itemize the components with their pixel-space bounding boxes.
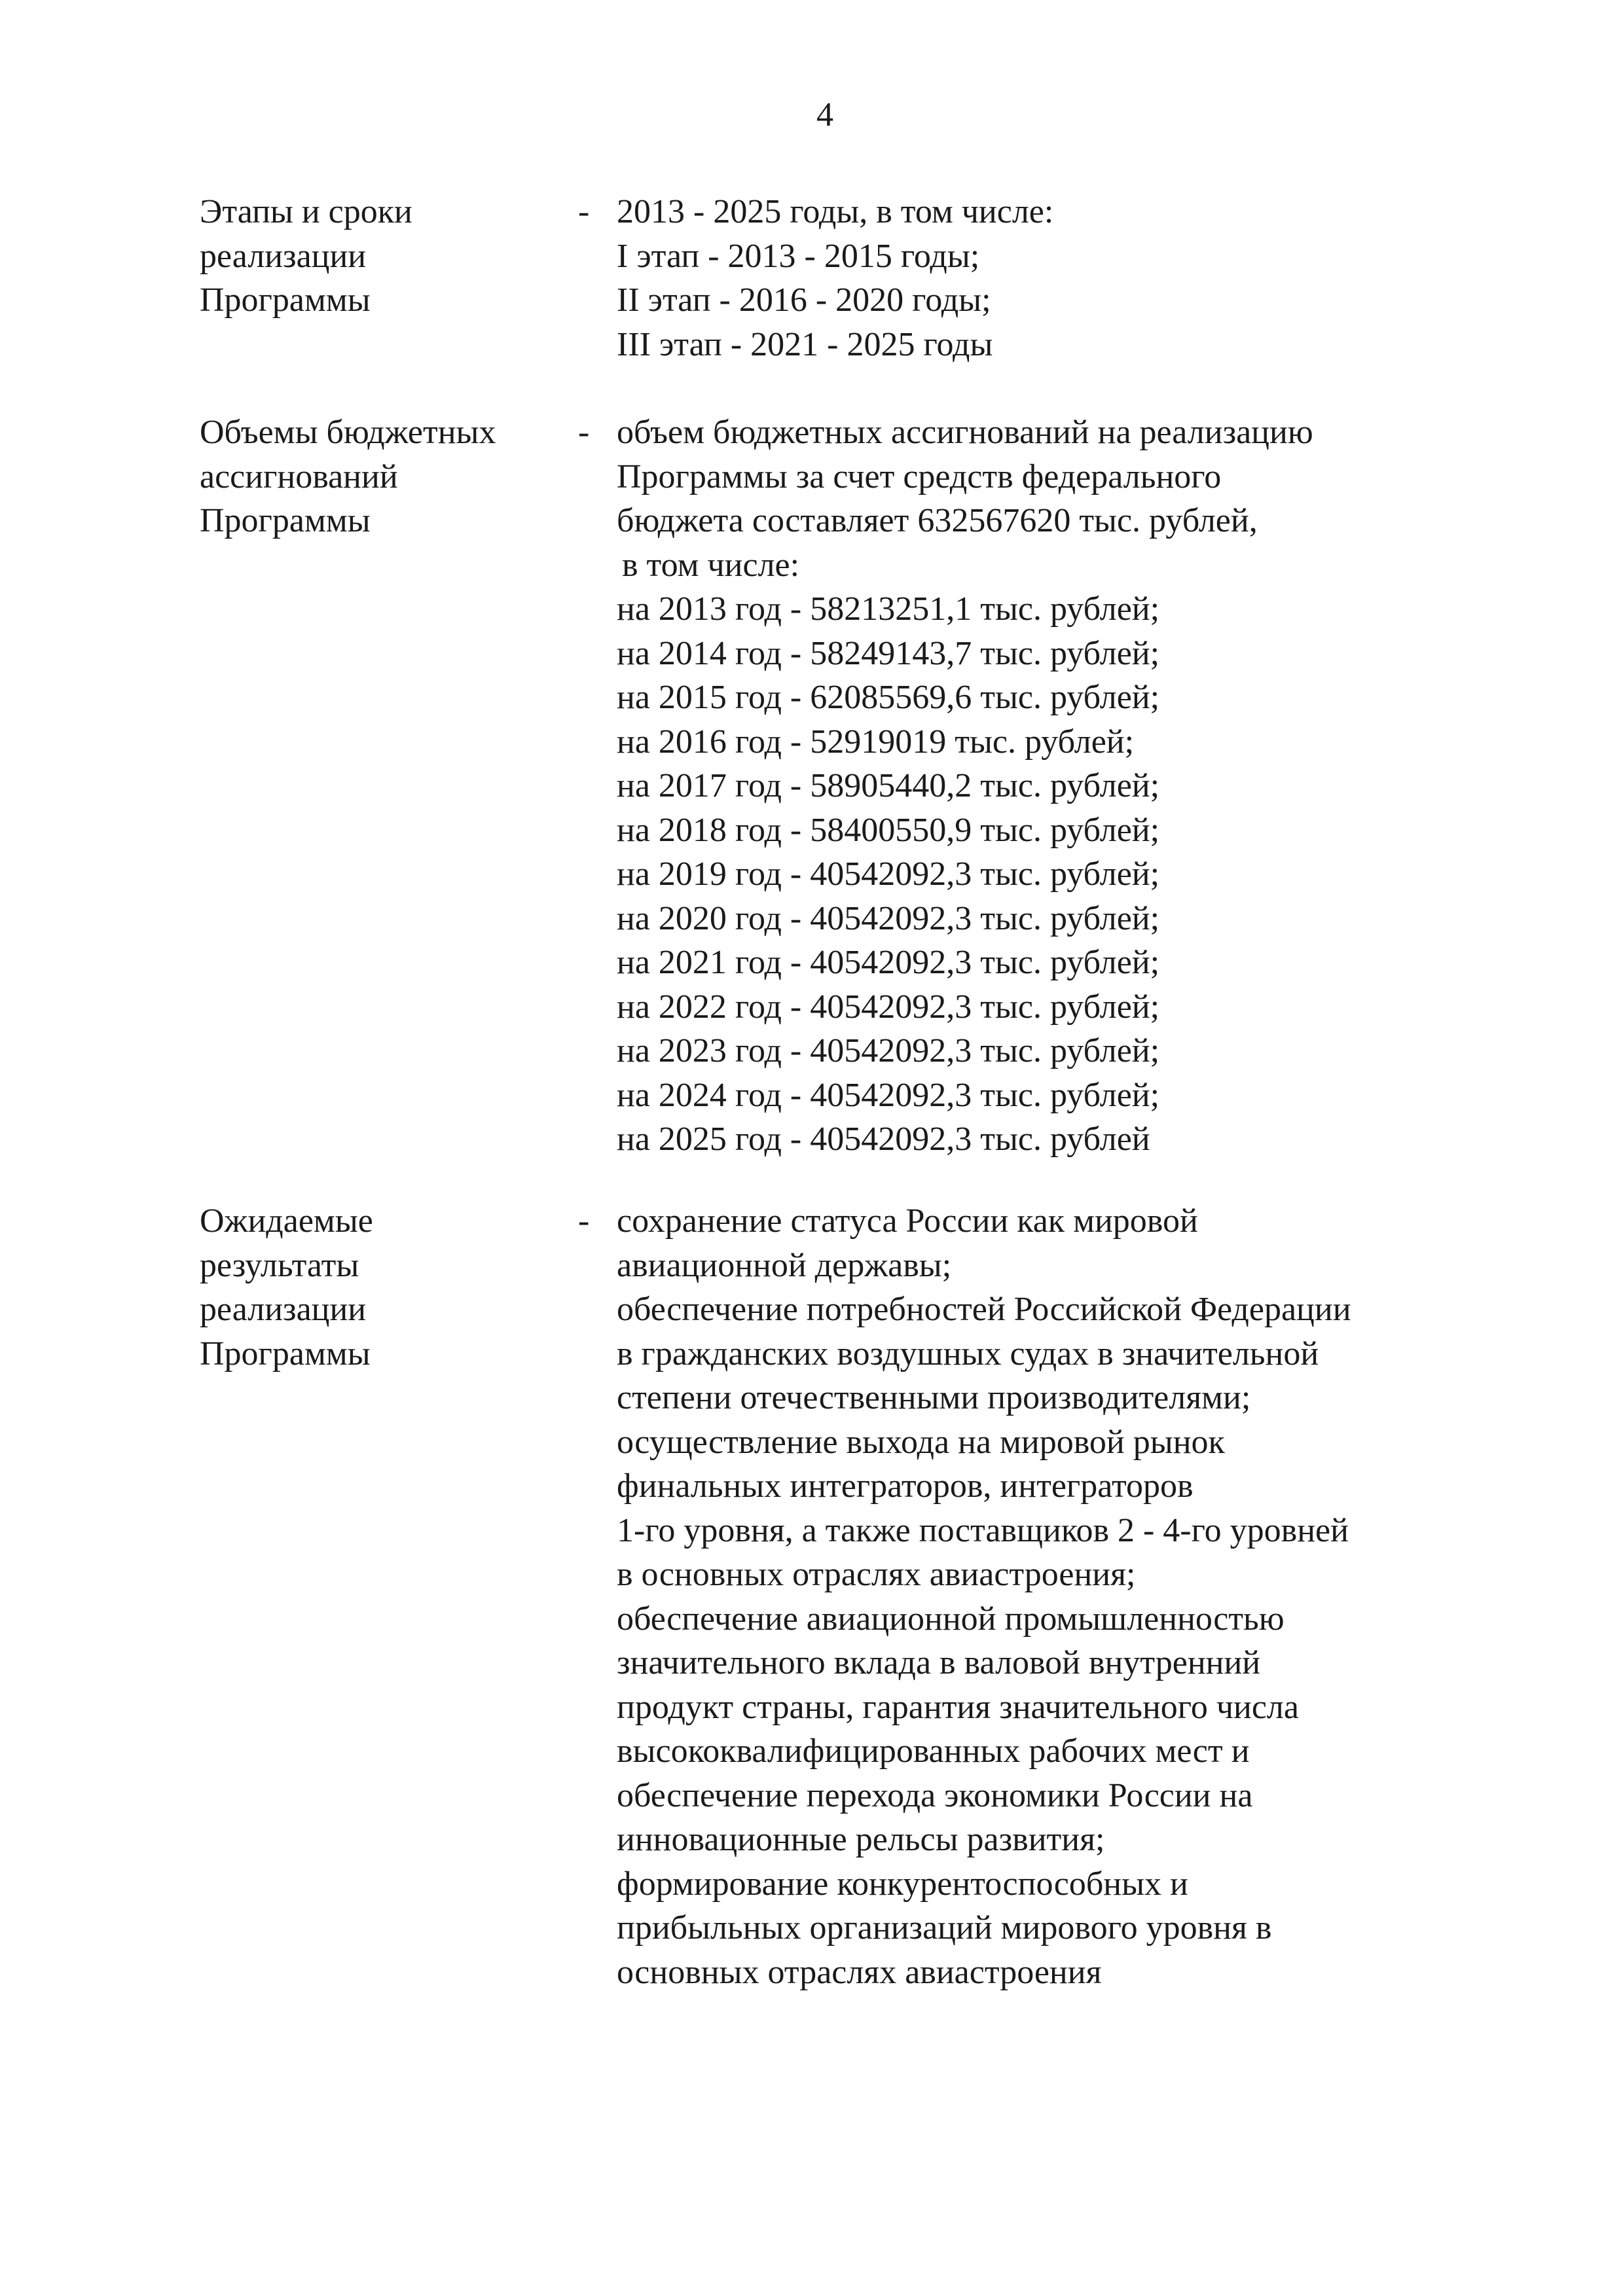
results-line: обеспечение авиационной промышленностью [617,1600,1285,1638]
results-line: в основных отраслях авиастроения; [617,1556,1136,1593]
stages-content [617,190,1487,367]
results-dash: - [578,1202,590,1240]
page-number: 4 [816,96,833,134]
results-line: инновационные рельсы развития; [617,1821,1105,1858]
budget-year-line: на 2013 год - 58213251,1 тыс. рублей; [617,590,1160,628]
results-line: продукт страны, гарантия значительного числа [617,1688,1299,1726]
results-label-line: реализации [200,1291,367,1328]
budget-year-line: на 2014 год - 58249143,7 тыс. рублей; [617,634,1160,672]
budget-dash: - [578,414,590,451]
results-line: прибыльных организаций мирового уровня в [617,1909,1272,1946]
budget-year-line: на 2016 год - 52919019 тыс. рублей; [617,723,1135,761]
results-content [617,1199,1487,1994]
stages-line: 2013 - 2025 годы, в том числе: [617,193,1054,230]
budget-intro-line: объем бюджетных ассигнований на реализацию [617,414,1313,451]
budget-label [200,410,566,543]
budget-content [617,410,1487,1162]
budget-year-line: на 2020 год - 40542092,3 тыс. рублей; [617,899,1160,937]
results-line: обеспечение перехода экономики России на [617,1776,1253,1814]
stages-line: I этап - 2013 - 2015 годы; [617,237,980,275]
results-line: в гражданских воздушных судах в значительной [617,1335,1319,1372]
results-label [200,1199,566,1376]
results-line: обеспечение потребностей Российской Федерации [617,1291,1351,1328]
budget-label-line: Объемы бюджетных [200,414,496,451]
stages-label-line: Этапы и сроки [200,193,412,230]
results-line: финальных интеграторов, интеграторов [617,1467,1194,1505]
results-line: осуществление выхода на мировой рынок [617,1423,1225,1461]
stages-label-line: реализации [200,237,367,275]
results-line: сохранение статуса России как мировой [617,1202,1198,1240]
budget-year-line: на 2015 год - 62085569,6 тыс. рублей; [617,679,1160,716]
results-line: авиационной державы; [617,1246,952,1284]
budget-year-line: на 2023 год - 40542092,3 тыс. рублей; [617,1032,1160,1069]
budget-intro-line: в том числе: [622,546,800,584]
budget-year-line: на 2018 год - 58400550,9 тыс. рублей; [617,811,1160,849]
budget-year-line: на 2017 год - 58905440,2 тыс. рублей; [617,767,1160,804]
results-line: значительного вклада в валовой внутренний [617,1644,1261,1681]
budget-year-line: на 2024 год - 40542092,3 тыс. рублей; [617,1076,1160,1114]
results-line: степени отечественными производителями; [617,1379,1251,1416]
budget-year-line: на 2019 год - 40542092,3 тыс. рублей; [617,855,1160,893]
results-label-line: Программы [200,1335,371,1372]
stages-label [200,190,566,323]
stages-dash: - [578,193,590,230]
budget-year-line: на 2025 год - 40542092,3 тыс. рублей [617,1121,1150,1158]
results-label-line: Ожидаемые [200,1202,373,1240]
budget-intro-line: Программы за счет средств федерального [617,457,1222,495]
budget-year-line: на 2021 год - 40542092,3 тыс. рублей; [617,944,1160,981]
stages-line: II этап - 2016 - 2020 годы; [617,281,991,319]
budget-year-line: на 2022 год - 40542092,3 тыс. рублей; [617,988,1160,1026]
budget-label-line: Программы [200,502,371,539]
results-line: формирование конкурентоспособных и [617,1865,1188,1903]
budget-intro-line: бюджета составляет 632567620 тыс. рублей, [617,502,1258,539]
budget-label-line: ассигнований [200,457,398,495]
stages-line: III этап - 2021 - 2025 годы [617,325,993,363]
results-label-line: результаты [200,1246,359,1284]
results-line: 1-го уровня, а также поставщиков 2 - 4-го уровней [617,1511,1349,1549]
results-line: высококвалифицированных рабочих мест и [617,1732,1250,1770]
results-line: основных отраслях авиастроения [617,1953,1102,1991]
stages-label-line: Программы [200,281,371,319]
